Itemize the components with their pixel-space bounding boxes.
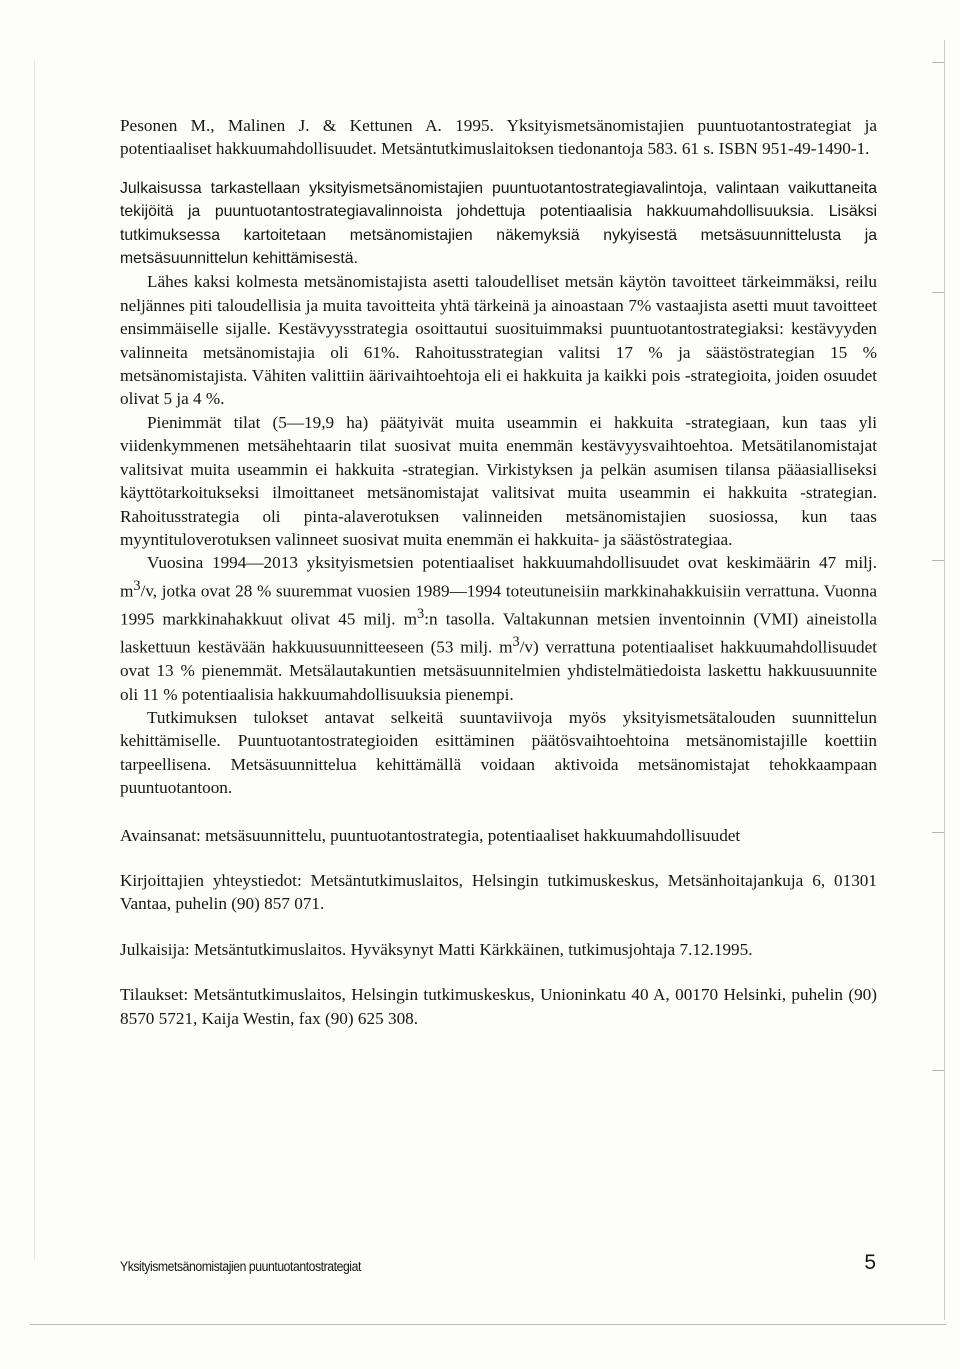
- text-run: /v) verrattuna potentiaaliset hakkuumahdollisuudet ovat 13 % pienemmät. Metsälautakuntien metsäsuunnitelmien yhdistelmätiedoista laskettu hakkuusuunnite oli 11 % potentiaalisia hakkuumahdollisuuksia pienempi.: [120, 637, 877, 704]
- abstract-paragraph: Lähes kaksi kolmesta metsänomistajista asetti taloudelliset metsän käytön tavoitteet tärkeimmäksi, reilu neljännes piti taloudellisia ja muita tavoitteita yhtä tärkeinä ja ainoastaan 7% vastaajista asetti muut tavoitteet ensimmäiselle sijalle. Kestävyysstrategia osoittautui suosituimmaksi puuntuotantostrategiaksi: kestävyyden valinneita metsänomistajia oli 61%. Rahoitusstrategian valitsi 17 % ja säästöstrategian 15 % metsänomistajista. Vähiten valittiin äärivaihtoehtoja eli ei hakkuita ja kaikki pois -strategioita, joiden osuudet olivat 5 ja 4 %.: [120, 272, 877, 409]
- scan-tick: [932, 1070, 944, 1071]
- order-info: Tilaukset: Metsäntutkimuslaitos, Helsingin tutkimuskeskus, Unioninkatu 40 A, 00170 Helsinki, puhelin (90) 8570 5721, Kaija Westin, fax (90) 625 308.: [120, 985, 877, 1028]
- superscript: 3: [512, 634, 520, 650]
- abstract-paragraph: Tutkimuksen tulokset antavat selkeitä suuntaviivoja myös yksityismetsätalouden suunnittelun kehittämiselle. Puuntuotantostrategioiden esittäminen päätösvaihtoehtoina metsänomistajille koettiin tarpeellisena. Metsäsuunnittelua kehittämällä voidaan aktivoida metsänomistajat tehokkaampaan puuntuotantoon.: [120, 707, 877, 798]
- superscript: 3: [417, 605, 425, 622]
- author-contact: Kirjoittajien yhteystiedot: Metsäntutkimuslaitos, Helsingin tutkimuskeskus, Metsänhoitajankuja 6, 01301 Vantaa, puhelin (90) 857 071.: [120, 870, 877, 914]
- abstract-intro: Julkaisussa tarkastellaan yksityismetsänomistajien puuntuotantostrategiavalintoja, valintaan vaikuttaneita tekijöitä ja puuntuotantostrategiavalinnoista johdettuja potentiaalisia hakkuumahdollisuuksia. Lisäksi tutkimuksessa kartoitetaan metsänomistajien näkemyksiä nykyisestä metsäsuunnittelusta ja metsäsuunnittelun kehittämisestä.: [120, 179, 877, 268]
- text-run: Vuosina 1994—2013 yksityismetsien potentiaaliset hakkuumahdollisuudet ovat keskimäärin 47 milj. m: [120, 553, 877, 601]
- scan-edge-left: [34, 60, 35, 1260]
- scan-edge-bottom: [30, 1324, 946, 1325]
- publisher-info: Julkaisija: Metsäntutkimuslaitos. Hyväksynyt Matti Kärkkäinen, tutkimusjohtaja 7.12.1995.: [120, 939, 753, 959]
- scan-tick: [932, 62, 944, 63]
- text-run: :n tasolla. Valtakunnan metsien inventoinnin (VMI) aineistolla laskettuun kestävään hakkuusuunnitteeseen (53 milj. m: [120, 609, 877, 657]
- keywords: Avainsanat: metsäsuunnittelu, puuntuotantostrategia, potentiaaliset hakkuumahdollisuudet: [120, 825, 741, 845]
- abstract-paragraph-volumes: [120, 551, 877, 706]
- scan-tick: [932, 832, 944, 833]
- scan-tick: [932, 560, 944, 561]
- page-number: 5: [864, 1251, 876, 1274]
- scan-tick: [932, 292, 944, 293]
- text-run: /v, jotka ovat 28 % suuremmat vuosien 1989—1994 toteutuneisiin markkinahakkuisiin verrattuna. Vuonna 1995 markkinahakkuut olivat 45 milj. m: [120, 581, 877, 629]
- scan-edge-right: [944, 40, 945, 1320]
- running-title: Yksityismetsänomistajien puuntuotantostrategiat: [120, 1259, 361, 1275]
- main-text: [120, 114, 877, 1030]
- bibliographic-reference: Pesonen M., Malinen J. & Kettunen A. 1995. Yksityismetsänomistajien puuntuotantostrategiat ja potentiaaliset hakkuumahdollisuudet. Metsäntutkimuslaitoksen tiedonantoja 583. 61 s. ISBN 951-49-1490-1.: [120, 116, 877, 159]
- superscript: 3: [133, 577, 141, 594]
- abstract-paragraph: Pienimmät tilat (5—19,9 ha) päätyivät muita useammin ei hakkuita -strategiaan, kun taas yli viidenkymmenen metsähehtaarin tilat suosivat muita enemmän kestävyysvaihtoehtoa. Metsätilanomistajat valitsivat muita useammin ei hakkuita -strategian. Virkistyksen ja pelkän asumisen tilansa pääasialliseksi käyttötarkoitukseksi ilmoittaneet metsänomistajat valitsivat muita useammin ei hakkuita -strategian. Rahoitusstrategia oli pinta-alaverotuksen valinneiden metsänomistajien suosiossa, kun taas myyntituloverotuksen valinneet suosivat muita enemmän ei hakkuita- ja säästöstrategiaa.: [120, 412, 877, 549]
